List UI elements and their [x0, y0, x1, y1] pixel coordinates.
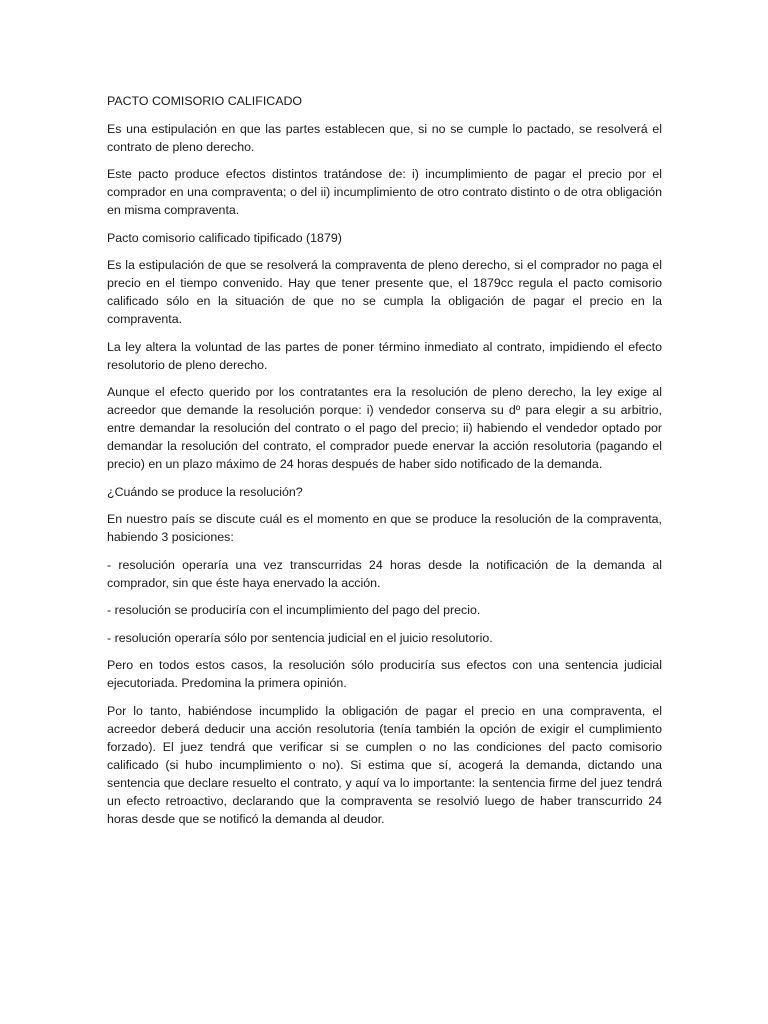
list-item-position-2: - resolución se produciría con el incumplimiento del pago del precio.	[107, 603, 481, 617]
paragraph-demand-required: Aunque el efecto querido por los contratantes era la resolución de pleno derecho, la ley exige al acreedor que demande la resolución porque: i) vendedor conserva su dº para elegir a su arbitrio, entre demandar la resolución del contrato o el pago del precio; ii) habiendo el vendedor optado por demandar la resolución del contrato, el comprador puede enervar la acción resolutoria (pagando el precio) en un plazo máximo de 24 horas después de haber sido notificado de la demanda.	[107, 385, 662, 471]
section-heading-typified: Pacto comisorio calificado tipificado (1879)	[107, 230, 342, 245]
document-page	[107, 92, 662, 837]
list-item-position-3: - resolución operaría sólo por sentencia judicial en el juicio resolutorio.	[107, 630, 493, 645]
section-heading-when: ¿Cuándo se produce la resolución?	[107, 484, 303, 499]
paragraph-law-alters: La ley altera la voluntad de las partes de poner término inmediato al contrato, impidiendo el efecto resolutorio de pleno derecho.	[107, 339, 662, 372]
paragraph-definition: Es una estipulación en que las partes establecen que, si no se cumple lo pactado, se resolverá el contrato de pleno derecho.	[107, 121, 662, 154]
list-item-position-1: - resolución operaría una vez transcurridas 24 horas desde la notificación de la demanda al comprador, sin que éste haya enervado la acción.	[107, 557, 662, 590]
paragraph-judicial-sentence: Pero en todos estos casos, la resolución sólo produciría sus efectos con una sentencia judicial ejecutoriada. Predomina la primera opinión.	[107, 658, 662, 690]
paragraph-typified-definition: Es la estipulación de que se resolverá la compraventa de pleno derecho, si el comprador no paga el precio en el tiempo convenido. Hay que tener presente que, el 1879cc regula el pacto comisorio calificado sólo en la situación de que no se cumpla la obligación de pagar el precio en la compraventa.	[107, 258, 662, 326]
paragraph-conclusion: Por lo tanto, habiéndose incumplido la obligación de pagar el precio en una compraventa, el acreedor deberá deducir una acción resolutoria (tenía también la opción de exigir el cumplimiento forzado). El juez tendrá que verificar si se cumplen o no las condiciones del pacto comisorio calificado (si hubo incumplimiento o no). Si estima que sí, acogerá la demanda, dictando una sentencia que declare resuelto el contrato, y aquí va lo importante: la sentencia firme del juez tendrá un efecto retroactivo, declarando que la compraventa se resolvió luego de haber transcurrido 24 horas desde que se notificó la demanda al deudor.	[107, 703, 662, 826]
paragraph-positions-intro: En nuestro país se discute cuál es el momento en que se produce la resolución de la compraventa, habiendo 3 posiciones:	[107, 512, 662, 544]
document-title: PACTO COMISORIO CALIFICADO	[107, 94, 303, 108]
paragraph-effects: Este pacto produce efectos distintos tratándose de: i) incumplimiento de pagar el precio por el comprador en una compraventa; o del ii) incumplimiento de otro contrato distinto o de otra obligación en misma compraventa.	[107, 167, 662, 217]
